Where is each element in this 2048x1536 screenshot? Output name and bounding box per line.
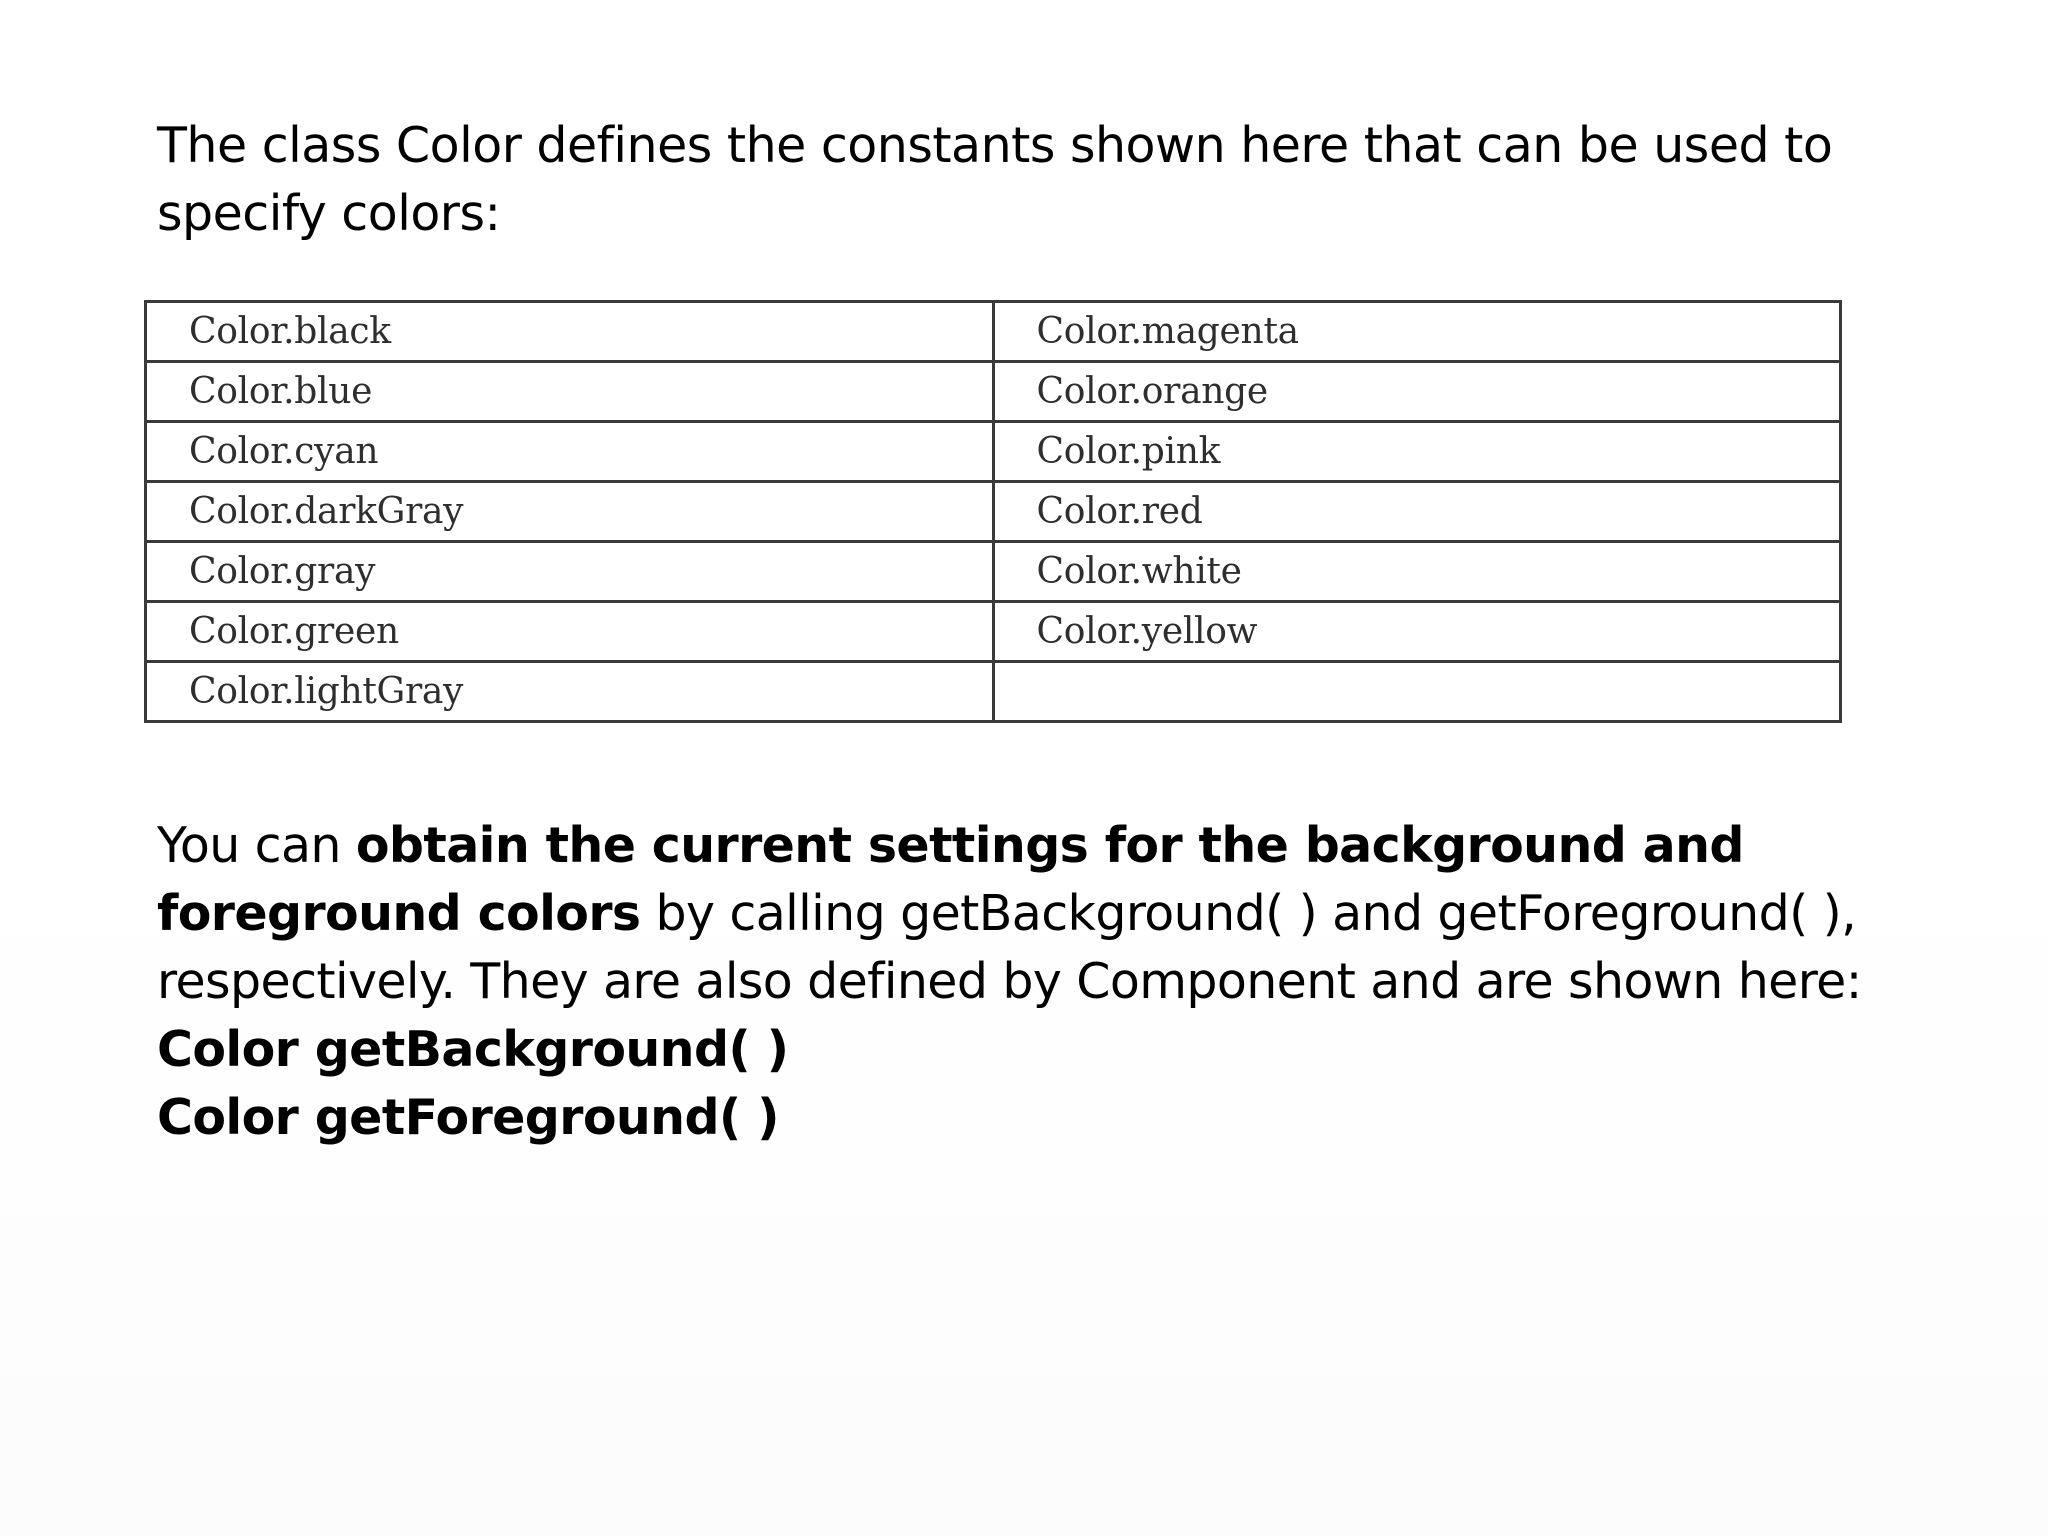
table-cell: Color.darkGray [146,482,994,542]
table-cell: Color.blue [146,362,994,422]
body-rest: by calling getBackground( ) and getForeground( ), respectively. They are also defined by Component and are shown here: [157,885,1862,1010]
table-cell-empty [993,662,1841,722]
table-cell: Color.gray [146,542,994,602]
table-row [146,662,1841,722]
signature-get-background: Color getBackground( ) [157,1021,789,1078]
table-cell: Color.lightGray [146,662,994,722]
body-bold-phrase: obtain the current settings for the background and foreground colors [157,817,1744,942]
table-row [146,422,1841,482]
table-row [146,542,1841,602]
table-cell: Color.yellow [993,602,1841,662]
table-row [146,302,1841,362]
table-row [146,602,1841,662]
table-cell: Color.orange [993,362,1841,422]
intro-text: The class Color defines the constants shown here that can be used to specify colors: [157,117,1833,242]
body-lead: You can [157,817,356,874]
table-row [146,482,1841,542]
table-cell: Color.black [146,302,994,362]
table-cell: Color.red [993,482,1841,542]
signature-get-foreground: Color getForeground( ) [157,1089,779,1146]
table-cell: Color.white [993,542,1841,602]
table-cell: Color.green [146,602,994,662]
body-paragraph [157,812,1937,1016]
color-constants-table [144,300,1842,723]
table-cell: Color.pink [993,422,1841,482]
table-cell: Color.cyan [146,422,994,482]
table-cell: Color.magenta [993,302,1841,362]
table-row [146,362,1841,422]
